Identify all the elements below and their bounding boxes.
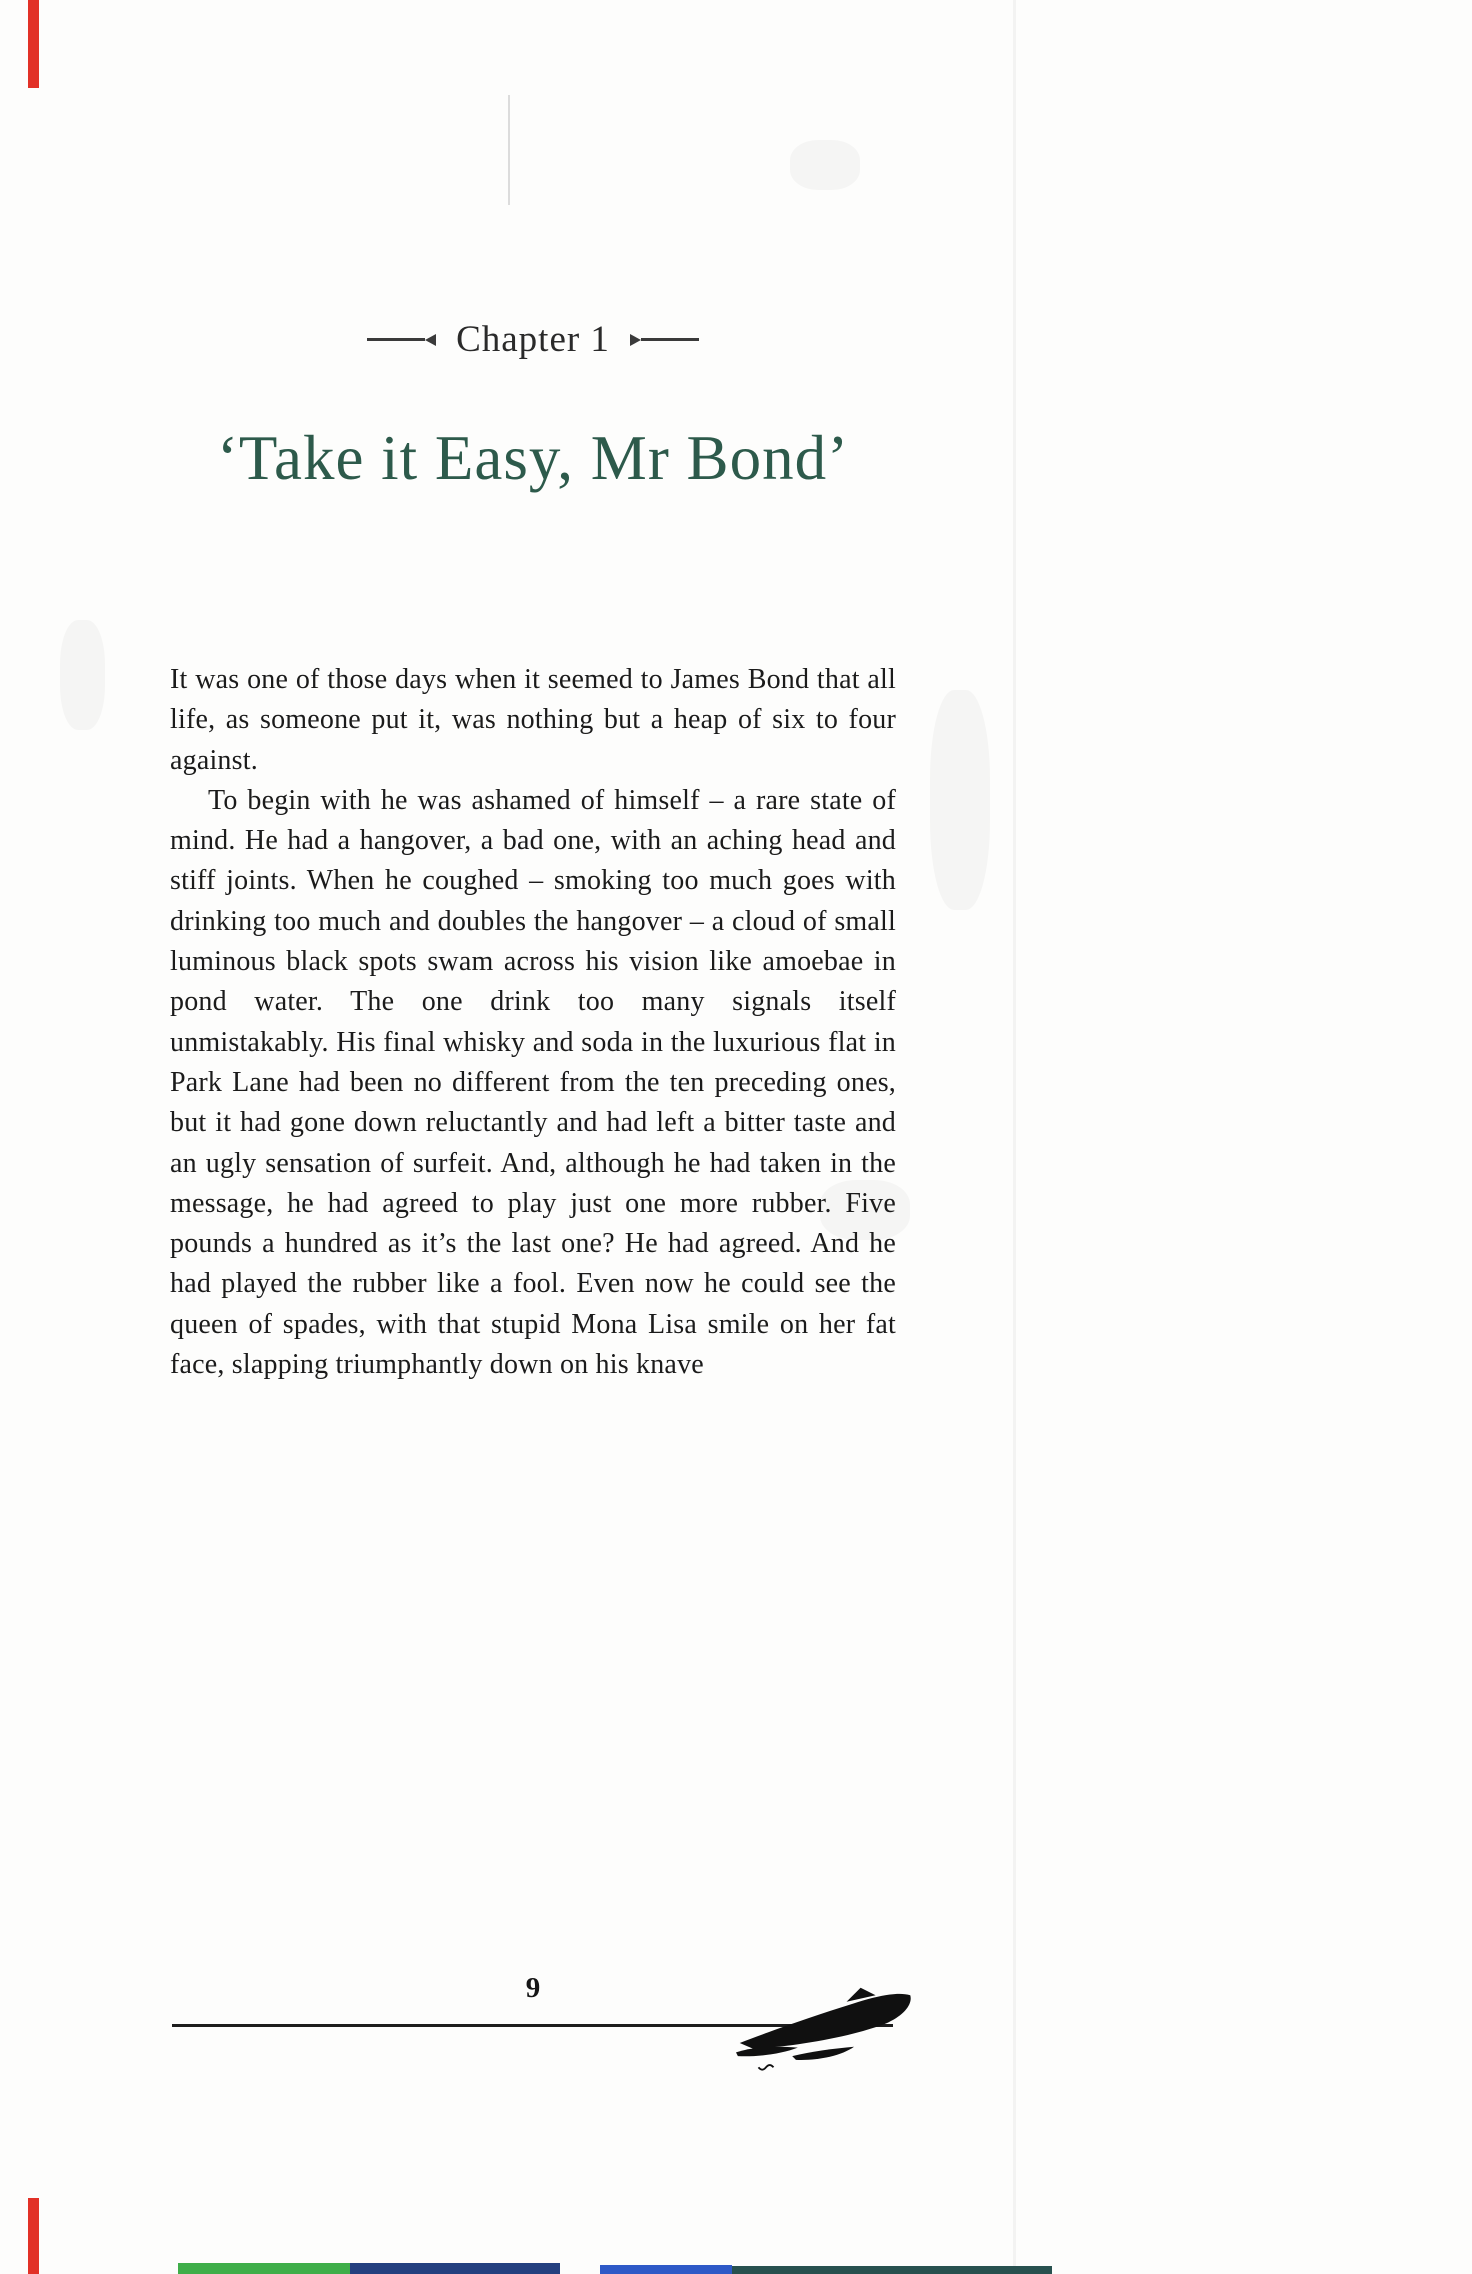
ornament-arrow-right xyxy=(630,334,641,346)
scan-strip-navy xyxy=(350,2263,560,2274)
chapter-title: ‘Take it Easy, Mr Bond’ xyxy=(216,423,850,493)
paragraph: To begin with he was ashamed of himself – a rare state of mind. He had a hangover, a bad one, with an aching head and stiff joints. When he coughed – smoking too much goes with drinking too much and doubles the hangover – a cloud of small luminous black spots swam across his vision like amoebae in pond water. The one drink too many signals itself unmistakably. His final whisky and soda in the luxurious flat in Park Lane had been no different from the ten preceding ones, but it had gone down reluctantly and had left a bitter taste and an ugly sensation of surfeit. And, although he had taken in the message, he had agreed to play just one more rubber. Five pounds a hundred as it’s the last one? He had agreed. And he had played the rubber like a fool. Even now he could see the queen of spades, with that stupid Mona Lisa smile on her fat face, slapping triumphantly down on his knave xyxy=(170,784,896,1381)
ornament-dash xyxy=(367,338,425,341)
scan-smudge xyxy=(790,140,860,190)
scan-strip-green xyxy=(178,2263,350,2274)
scan-strip-teal xyxy=(732,2266,1052,2274)
ornament-dash xyxy=(641,338,699,341)
body-text xyxy=(170,660,896,1385)
speedboat-illustration-icon xyxy=(736,1980,914,2076)
scan-smudge xyxy=(60,620,105,730)
chapter-heading xyxy=(170,318,896,361)
page-number: 9 xyxy=(525,1972,541,2004)
paragraph: It was one of those days when it seemed to James Bond that all life, as someone put it, was nothing but a heap of six to four against. xyxy=(170,664,896,776)
chapter-label: Chapter 1 xyxy=(456,319,610,360)
scan-artifact-red-top xyxy=(28,0,39,88)
chapter-ornament-right-icon xyxy=(630,334,699,346)
ornament-arrow-left xyxy=(425,334,436,346)
chapter-ornament-left-icon xyxy=(367,334,436,346)
scan-strip-blue xyxy=(600,2265,732,2274)
scan-artifact-red-bottom xyxy=(28,2198,39,2274)
scan-smudge xyxy=(930,690,990,910)
scan-crease-line xyxy=(508,95,510,205)
page-edge-shadow xyxy=(1013,0,1016,2274)
